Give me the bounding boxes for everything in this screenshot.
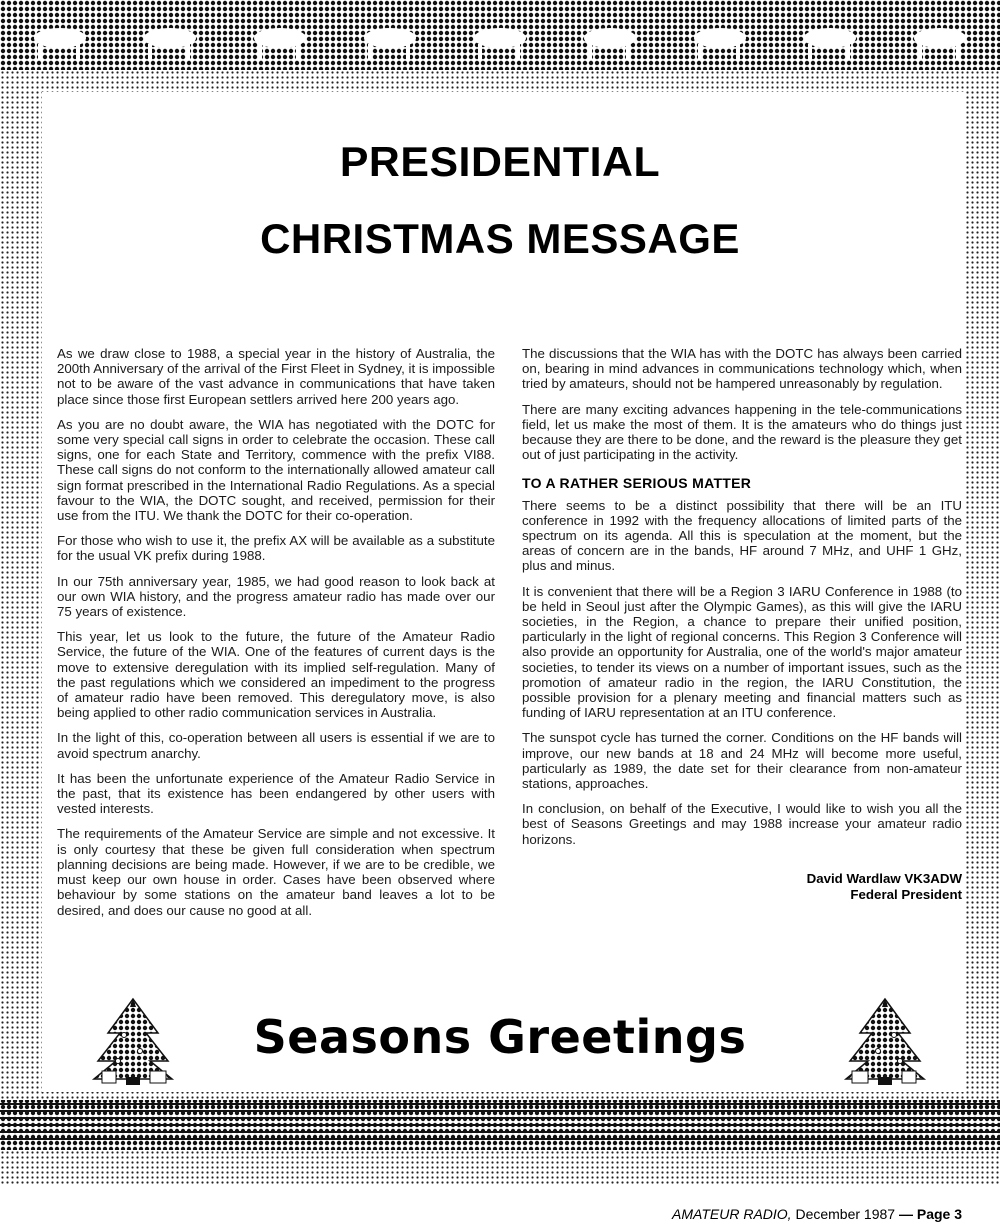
paragraph: The sunspot cycle has turned the corner. Conditions on the HF bands will improve, our new bands at 18 and 24 MHz will become more useful, particularly as 1989, the date set for their clearance from non-amateur stations, approaches. xyxy=(522,730,962,792)
paragraph: It is convenient that there will be a Region 3 IARU Conference in 1988 (to be held in Seoul just after the Olympic Games), as this will give the IARU societies, in the Region, a chance to prepare their unified position, particularly in the light of regional concerns. This Region 3 Conference will also provide an opportunity for Australia, one of the world's major amateur societies, to tender its views on a number of important issues, such as the promotion of amateur radio in the region, the IARU Constitution, the possible provision for a plenary meeting and financial matters such as funding of IARU representation at an ITU conference. xyxy=(522,583,962,721)
border-motif xyxy=(186,44,190,60)
issue-date: December 1987 xyxy=(795,1206,896,1222)
border-motif xyxy=(258,44,262,60)
footer-separator: — xyxy=(898,1206,913,1222)
border-motif xyxy=(736,44,740,60)
border-motif xyxy=(406,44,410,60)
page-number: Page 3 xyxy=(916,1206,962,1222)
paragraph: The requirements of the Amateur Service are simple and not excessive. It is only courtesy that these be given full consideration when spectrum planning decisions are being made. However, if we are to be credible, we must keep our own house in order. Cases have been observed where behaviour by some stations on the amateur band leaves a lot to be desired, and does our cause no good at all. xyxy=(57,826,495,918)
paragraph: For those who wish to use it, the prefix AX will be available as a substitute for the usual VK prefix during 1988. xyxy=(57,533,495,564)
page-title-line-1: PRESIDENTIAL xyxy=(339,138,661,185)
border-motif xyxy=(368,44,372,60)
section-heading: TO A RATHER SERIOUS MATTER xyxy=(522,475,752,492)
paragraph: In our 75th anniversary year, 1985, we had good reason to look back at our own WIA history, and the progress amateur radio has made over our 75 years of existence. xyxy=(57,573,495,620)
border-motif xyxy=(148,44,152,60)
paragraph: There are many exciting advances happening in the tele-communications field, let us make the most of them. It is the amateurs who do things just because they are there to be done, and the reward is the pleasure they get out of just participating in the activity. xyxy=(522,401,962,463)
signature-title: Federal President xyxy=(850,886,962,902)
paragraph: In conclusion, on behalf of the Executive, I would like to wish you all the best of Seasons Greetings and may 1988 increase your amateur radio horizons. xyxy=(522,801,962,847)
border-motif xyxy=(918,44,922,60)
border-motif xyxy=(478,44,482,60)
paragraph: As you are no doubt aware, the WIA has negotiated with the DOTC for some very special call signs in order to celebrate the occasion. These call signs, one for each State and Territory, commence with the prefix VI88. These call signs do not conform to the internationally allowed amateur call sign format prescribed in the International Radio Regulations. As a special favour to the WIA, the DOTC sought, and received, permission for their use from the ITU. We thank the DOTC for their co-operation. xyxy=(57,416,495,524)
paragraph: It has been the unfortunate experience of the Amateur Radio Service in the past, that its existence has been endangered by other users with vested interests. xyxy=(57,770,495,817)
border-motif xyxy=(956,44,960,60)
border-motif xyxy=(38,44,42,60)
right-column xyxy=(522,346,962,903)
paragraph: The discussions that the WIA has with the DOTC has always been carried on, bearing in mind advances in communications technology which, when tried by amateurs, should not be hampered unreasonably by regulation. xyxy=(522,346,962,392)
border-motif xyxy=(76,44,80,60)
page-title-line-2: CHRISTMAS MESSAGE xyxy=(260,215,740,262)
border-motif xyxy=(846,44,850,60)
border-motif xyxy=(698,44,702,60)
seasons-greetings-banner: Seasons Greetings xyxy=(253,1010,747,1064)
border-motif xyxy=(626,44,630,60)
paragraph: There seems to be a distinct possibility that there will be an ITU conference in 1992 with the frequency allocations of limited parts of the spectrum on its agenda. All this is speculation at the moment, but the areas of concern are in the bands, HF around 7 MHz, and UHF 1 GHz, plus and minus. xyxy=(522,497,962,574)
left-column xyxy=(57,346,495,928)
border-motif xyxy=(808,44,812,60)
border-motif xyxy=(296,44,300,60)
border-motif xyxy=(588,44,592,60)
paragraph: In the light of this, co-operation between all users is essential if we are to avoid spectrum anarchy. xyxy=(57,730,495,761)
border-motif xyxy=(516,44,520,60)
paragraph: As we draw close to 1988, a special year in the history of Australia, the 200th Anniversary of the arrival of the First Fleet in Sydney, it is impossible not to be aware of the vast advance in communications that have taken place since those first European settlers arrived here 200 years ago. xyxy=(57,346,496,407)
christmas-tree-icon xyxy=(840,995,930,1087)
publication-name: AMATEUR RADIO, xyxy=(672,1206,792,1222)
signature-name: David Wardlaw VK3ADW xyxy=(806,870,962,886)
paragraph: This year, let us look to the future, the future of the Amateur Radio Service, the future of the WIA. One of the features of current days is the move to extensive deregulation with its implied self-regulation. Many of the past regulations which we considered an impediment to the progress of amateur radio have been removed. This deregulatory move, is also being applied to other radio communication services in Australia. xyxy=(57,629,495,721)
signature xyxy=(522,871,962,903)
page-footer xyxy=(0,1206,962,1222)
